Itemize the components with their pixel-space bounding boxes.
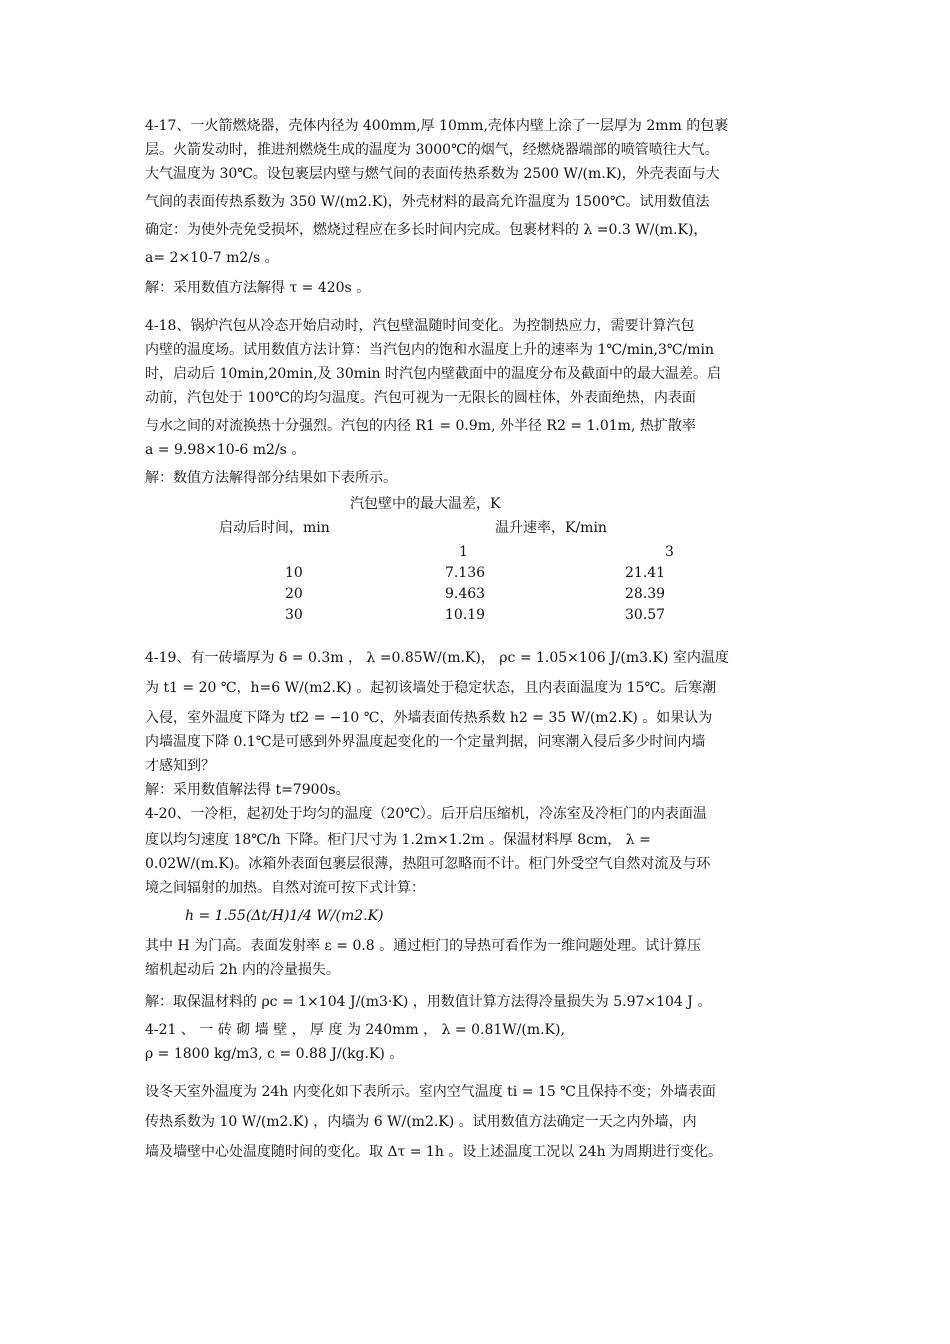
text-line: 4-21 、 一 砖 砌 墙 壁 ， 厚 度 为 240mm ， λ = 0.81W/(m.K),: [145, 1022, 565, 1038]
text-line: 与水之间的对流换热十分强烈。汽包的内径 R1 = 0.9m, 外半径 R2 = 1.01m, 热扩散率: [145, 418, 696, 434]
text-line: 缩机起动后 2h 内的冷量损失。: [145, 962, 340, 978]
text-line: 时，启动后 10min,20min,及 30min 时汽包内壁截面中的温度分布及截面中的最大温差。启: [145, 366, 722, 382]
text-line: 大气温度为 30℃。设包裹层内壁与燃气间的表面传热系数为 2500 W/(m.K)，外壳表面与大: [145, 166, 720, 182]
table-subheader: [145, 540, 811, 561]
text-line: 内墙温度下降 0.1℃是可感到外界温度起变化的一个定量判据，问寒潮入侵后多少时间内墙: [145, 734, 706, 750]
text-line: 设冬天室外温度为 24h 内变化如下表所示。室内空气温度 ti = 15 ℃且保持不变；外墙表面: [145, 1084, 716, 1100]
problem-4-17: [145, 114, 811, 300]
text-line: 墙及墙壁中心处温度随时间的变化。取 Δτ = 1h 。设上述温度工况以 24h 为周期进行变化。: [145, 1144, 723, 1160]
text-line: a = 9.98×10-6 m2/s 。: [145, 442, 306, 458]
text-line: 为 t1 = 20 ℃，h=6 W/(m2.K) 。起初该墙处于稳定状态，且内表面温度为 15℃。后寒潮: [145, 680, 717, 696]
text-line: 动前，汽包处于 100℃的均匀温度。汽包可视为一无限长的圆柱体，外表面绝热，内表面: [145, 390, 696, 406]
temperature-difference-table: [145, 492, 811, 624]
table-row: [145, 582, 811, 603]
text-line: 层。火箭发动时，推进剂燃烧生成的温度为 3000℃的烟气，经燃烧器端部的喷管喷往大气。: [145, 142, 719, 158]
text-line: 才感知到？: [145, 758, 215, 774]
rate-3-header: 3: [665, 544, 674, 560]
text-line: 度以均匀速度 18℃/h 下降。柜门尺寸为 1.2m×1.2m 。保温材料厚 8cm， λ =: [145, 832, 651, 848]
table-row: [145, 561, 811, 582]
text-line: 确定：为使外壳免受损坏，燃烧过程应在多长时间内完成。包裹材料的 λ =0.3 W/(m.K)，: [145, 222, 708, 238]
problem-4-18: [145, 314, 811, 490]
problem-4-21: [145, 1018, 811, 1164]
solution-line: 解：采用数值解法得 t=7900s。: [145, 782, 350, 798]
cell-rate1: 10.19: [445, 607, 486, 623]
cell-rate3: 21.41: [625, 565, 666, 581]
text-line: 入侵，室外温度下降为 tf2 = −10 ℃，外墙表面传热系数 h2 = 35 W/(m2.K) 。如果认为: [145, 710, 713, 726]
text-line: 内壁的温度场。试用数值方法计算：当汽包内的饱和水温度上升的速率为 1℃/min,3℃/min: [145, 342, 715, 358]
text-line: ρ = 1800 kg/m3, c = 0.88 J/(kg.K) 。: [145, 1046, 404, 1062]
solution-line: 解：采用数值方法解得 τ = 420s 。: [145, 280, 371, 296]
text-line: 境之间辐射的加热。自然对流可按下式计算：: [145, 880, 425, 896]
table-header: [145, 516, 811, 540]
solution-line: 解：数值方法解得部分结果如下表所示。: [145, 470, 397, 486]
cell-rate1: 9.463: [445, 586, 486, 602]
solution-line: 解：取保温材料的 ρc = 1×104 J/(m3·K) ，用数值计算方法得冷量损失为 5.97×104 J 。: [145, 994, 712, 1010]
problem-4-19: [145, 646, 811, 802]
document-page: [145, 114, 811, 1164]
cell-rate3: 30.57: [625, 607, 666, 623]
cell-time: 30: [285, 607, 303, 623]
text-line: a= 2×10-7 m2/s 。: [145, 250, 279, 266]
text-line: 气间的表面传热系数为 350 W/(m2.K)，外壳材料的最高允许温度为 1500℃。试用数值法: [145, 194, 710, 210]
formula: h = 1.55(Δt/H)1/4 W/(m2.K): [185, 908, 384, 924]
text-line: 0.02W/(m.K)。冰箱外表面包裹层很薄，热阻可忽略而不计。柜门外受空气自然对流及与环: [145, 856, 711, 872]
text-line: 4-17、一火箭燃烧器，壳体内径为 400mm,厚 10mm,壳体内壁上涂了一层厚为 2mm 的包裹: [145, 118, 729, 134]
table-row: [145, 603, 811, 624]
cell-rate3: 28.39: [625, 586, 666, 602]
column-header-rate: 温升速率，K/min: [495, 520, 607, 536]
column-header-time: 启动后时间，min: [219, 520, 330, 536]
cell-rate1: 7.136: [445, 565, 486, 581]
text-line: 4-19、有一砖墙厚为 δ = 0.3m ， λ =0.85W/(m.K)， ρc = 1.05×106 J/(m3.K) 室内温度: [145, 650, 729, 666]
text-line: 传热系数为 10 W/(m2.K) ，内墙为 6 W/(m2.K) 。试用数值方法确定一天之内外墙，内: [145, 1114, 697, 1130]
text-line: 4-20、一冷柜，起初处于均匀的温度（20℃）。后开启压缩机，冷冻室及冷柜门的内表面温: [145, 806, 707, 822]
text-line: 4-18、锅炉汽包从冷态开始启动时，汽包壁温随时间变化。为控制热应力，需要计算汽包: [145, 318, 695, 334]
table-title: 汽包壁中的最大温差，K: [350, 496, 501, 512]
rate-1-header: 1: [459, 544, 468, 560]
cell-time: 10: [285, 565, 303, 581]
text-line: 其中 H 为门高。表面发射率 ε = 0.8 。通过柜门的导热可看作为一维问题处理。试计算压: [145, 938, 702, 954]
cell-time: 20: [285, 586, 303, 602]
problem-4-20: [145, 802, 811, 1014]
